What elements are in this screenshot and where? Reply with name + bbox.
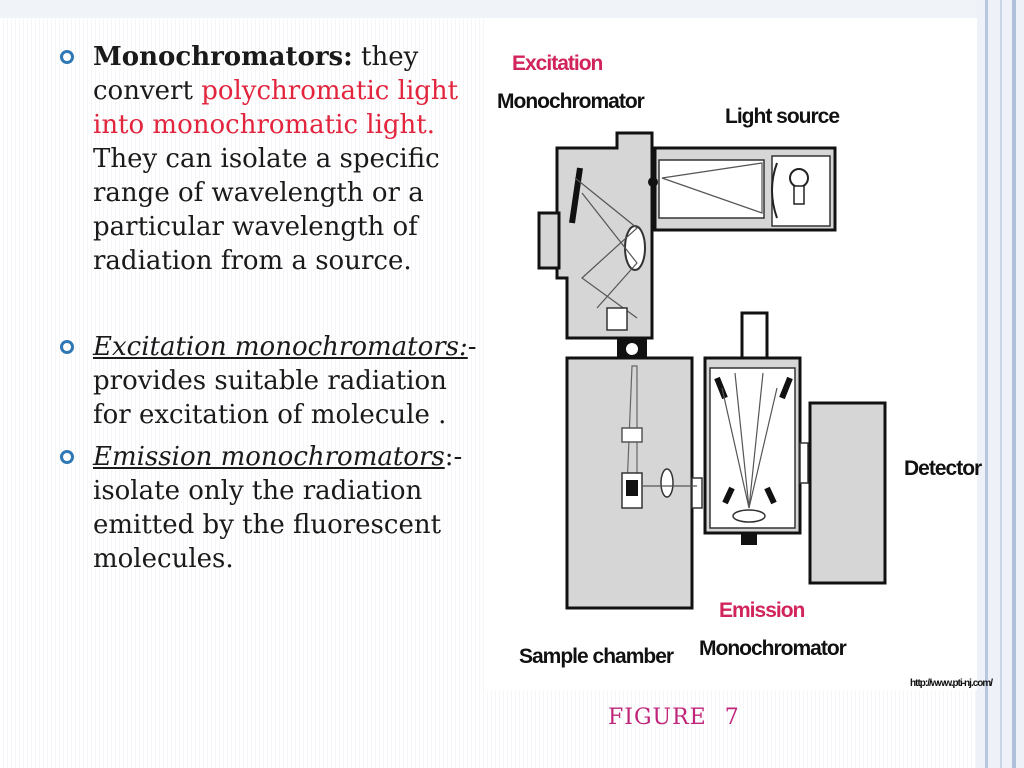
fluorometer-diagram [487, 18, 993, 690]
figure-number: 7 [724, 705, 740, 730]
bullet-ring-icon [60, 340, 74, 354]
bullet-monochromators [60, 40, 480, 278]
bullet-text: they convert [93, 42, 419, 106]
bullet-ring-icon [60, 50, 74, 64]
bullet-emission [60, 440, 480, 576]
bullet-list [60, 40, 480, 576]
label-emission: Emission [719, 599, 805, 622]
border-line [1000, 0, 1002, 768]
border-line [1012, 0, 1016, 768]
label-excitation-monochromator: Monochromator [497, 90, 644, 113]
label-light-source: Light source [725, 105, 840, 128]
detector-housing [810, 403, 885, 583]
emission-monochromator-housing [705, 313, 808, 545]
term-monochromators: Monochromators: [93, 42, 353, 72]
label-excitation: Excitation [512, 52, 603, 75]
bullet-text: -provides suitable radiation for excitation of molecule . [93, 332, 477, 430]
bullet-excitation [60, 330, 480, 432]
bullet-ring-icon [60, 450, 74, 464]
term-emission-monochromators: Emission monochromators [93, 442, 445, 472]
sample-chamber [567, 358, 702, 608]
label-detector: Detector [904, 457, 982, 480]
bullet-text: :- isolate only the radiation emitted by the fluorescent molecules. [93, 442, 463, 574]
light-source-housing [648, 148, 835, 230]
excitation-monochromator-housing [539, 133, 652, 338]
figure-caption [608, 705, 740, 730]
border-line [985, 0, 988, 768]
label-sample-chamber: Sample chamber [519, 645, 674, 668]
term-excitation-monochromators: Excitation monochromators: [93, 332, 468, 362]
figure-label: FIGURE [608, 705, 707, 730]
highlight-text: polychromatic light into monochromatic light. [93, 76, 459, 140]
top-decorative-bar [0, 0, 980, 18]
label-emission-monochromator: Monochromator [699, 637, 846, 660]
diagram-svg [487, 18, 993, 690]
source-url: http://www.pti-nj.com/ [910, 678, 993, 689]
bullet-text: They can isolate a specific range of wavelength or a particular wavelength of radiation from a source. [93, 144, 440, 276]
